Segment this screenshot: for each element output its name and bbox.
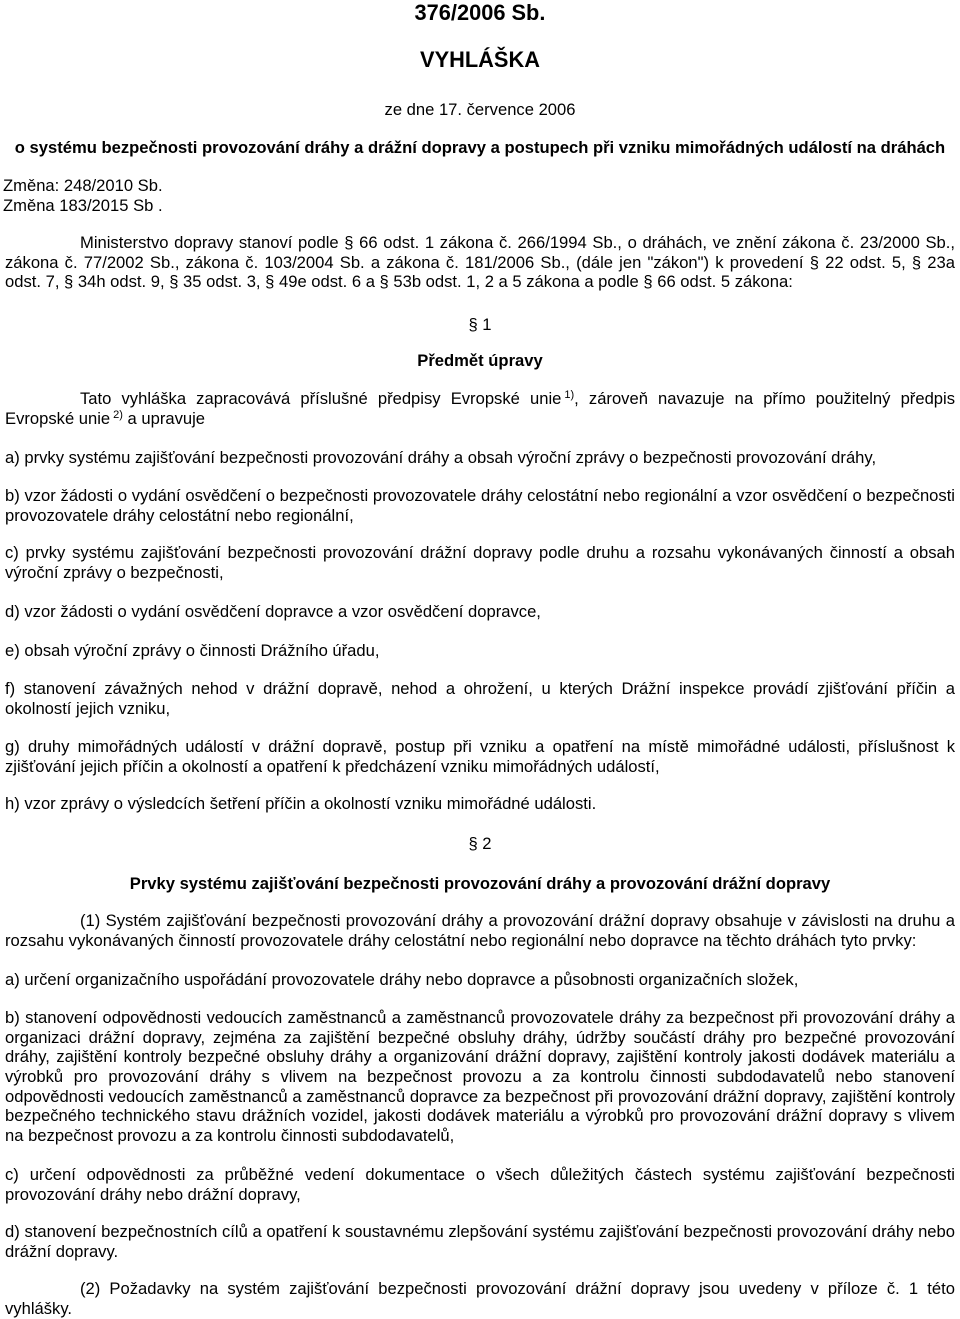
amendment-list	[3, 176, 953, 215]
intro-text: a upravuje	[122, 408, 206, 428]
document-date: ze dne 17. července 2006	[384, 100, 576, 119]
intro-text: Tato vyhláška zapracovává příslušné předpisy Evropské unie	[80, 389, 562, 408]
list-item: a) prvky systému zajišťování bezpečnosti provozování dráhy a obsah výroční zprávy o bezpečnosti provozování dráhy,	[5, 448, 877, 467]
document-number: 376/2006 Sb.	[414, 0, 546, 25]
footnote-reference: 1)	[564, 389, 575, 401]
list-item: c) určení odpovědnosti za průběžné vedení dokumentace o všech důležitých částech systému zajišťování bezpečnosti provozování dráhy nebo drážní dopravy,	[5, 1165, 955, 1204]
preamble: Ministerstvo dopravy stanoví podle § 66 odst. 1 zákona č. 266/1994 Sb., o dráhách, ve znění zákona č. 23/2000 Sb., zákona č. 77/2002 Sb., zákona č. 103/2004 Sb. a zákona č. 181/2006 Sb., (dále jen "zákon") k provedení § 22 odst. 5, § 23a odst. 7, § 34h odst. 9, § 35 odst. 3, § 49e odst. 6 a § 53b odst. 1, 2 a 5 zákona a podle § 66 odst. 5 zákona:	[5, 233, 955, 292]
section-number: § 1	[468, 315, 492, 334]
section-title: Předmět úpravy	[417, 351, 543, 370]
list-item: a) určení organizačního uspořádání provozovatele dráhy nebo dopravce a působnosti organizačních složek,	[5, 970, 799, 989]
document-subject: o systému bezpečnosti provozování dráhy a drážní dopravy a postupech při vzniku mimořádných událostí na dráhách	[14, 138, 946, 157]
list-item: c) prvky systému zajišťování bezpečnosti provozování drážní dopravy podle druhu a rozsahu vykonávaných činností a obsah výroční zprávy o bezpečnosti,	[5, 543, 955, 582]
list-item: e) obsah výroční zprávy o činnosti Drážního úřadu,	[5, 641, 380, 660]
list-item: d) vzor žádosti o vydání osvědčení dopravce a vzor osvědčení dopravce,	[5, 602, 541, 621]
list-item: b) vzor žádosti o vydání osvědčení o bezpečnosti provozovatele dráhy celostátní nebo regionální a vzor osvědčení o bezpečnosti provozovatele dráhy celostátní nebo regionální,	[5, 486, 955, 525]
list-item: h) vzor zprávy o výsledcích šetření příčin a okolností vzniku mimořádné události.	[5, 794, 597, 813]
amendment-note: Změna: 248/2010 Sb.	[3, 176, 163, 195]
list-item: d) stanovení bezpečnostních cílů a opatření k soustavnému zlepšování systému zajišťování bezpečnosti provozování dráhy nebo drážní dopravy.	[5, 1222, 955, 1261]
section-intro	[5, 389, 955, 428]
intro-text: , zároveň navazuje na přímo použitelný předpis Evropské unie	[5, 389, 956, 428]
paragraph: (2) Požadavky na systém zajišťování bezpečnosti provozování drážní dopravy jsou uvedeny v příloze č. 1 této vyhlášky.	[5, 1279, 955, 1318]
section-title: Prvky systému zajišťování bezpečnosti provozování dráhy a provozování drážní dopravy	[129, 874, 831, 893]
document-type: VYHLÁŠKA	[420, 47, 540, 72]
amendment-note: Změna 183/2015 Sb .	[3, 195, 163, 215]
list-item: b) stanovení odpovědnosti vedoucích zaměstnanců a zaměstnanců provozovatele dráhy za bezpečnost při provozování dráhy a organizaci drážní dopravy, zejména za zajištění bezpečné obsluhy dráhy, údržby součástí dráhy pro bezpečné provozování dráhy, zajištění kontroly bezpečné obsluhy dráhy a organizování drážní dopravy, zajištění kontroly jakosti dodávek materiálu a výrobků pro provozování dráhy s vlivem na bezpečnost provozu a za kontrolu činnosti subdodavatelů nebo stanovení odpovědnosti vedoucích zaměstnanců a zaměstnanců dopravce za bezpečnost při provozování drážní dopravy, zajištění kontroly bezpečného technického stavu drážních vozidel, jakosti dodávek materiálu a výrobků pro provozování drážní dopravy s vlivem na bezpečnost provozu a za kontrolu činnosti subdodavatelů,	[5, 1008, 955, 1146]
section-number: § 2	[468, 834, 492, 853]
footnote-reference: 2)	[113, 408, 123, 421]
list-item: f) stanovení závažných nehod v drážní dopravě, nehod a ohrožení, u kterých Drážní inspekce provádí zjišťování příčin a okolností jejich vzniku,	[5, 679, 955, 718]
list-item: g) druhy mimořádných událostí v drážní dopravě, postup při vzniku a opatření na místě mimořádné události, příslušnost k zjišťování jejich příčin a okolností a opatření k předcházení vzniku mimořádných událostí,	[5, 737, 955, 776]
paragraph: (1) Systém zajišťování bezpečnosti provozování dráhy a provozování drážní dopravy obsahuje v závislosti na druhu a rozsahu vykonávaných činností provozovatele dráhy celostátní nebo regionální nebo dopravce na těchto dráhách tyto prvky:	[5, 911, 955, 950]
